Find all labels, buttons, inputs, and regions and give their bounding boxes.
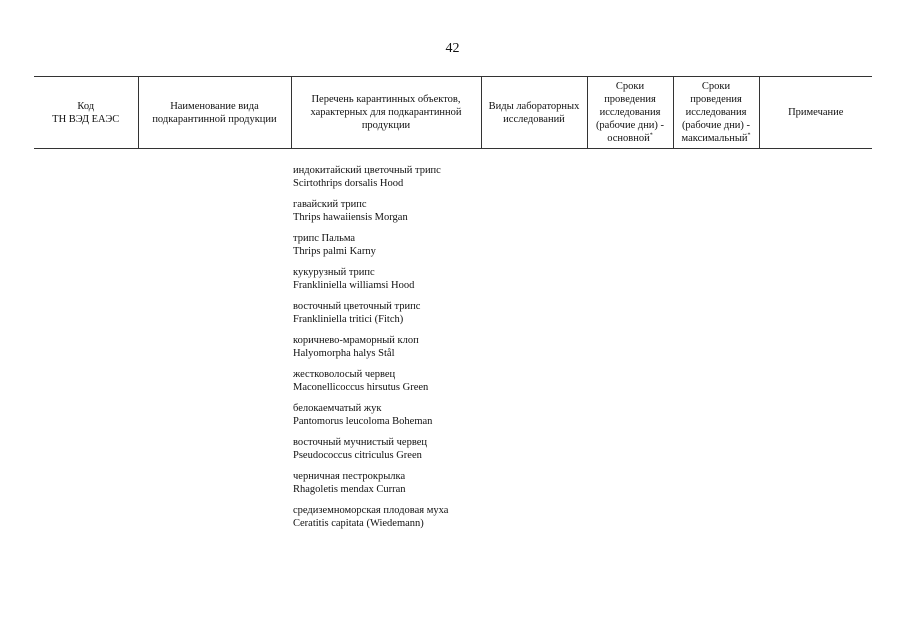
species-common-name: гавайский трипс — [293, 199, 367, 210]
column-header-product-name — [138, 77, 291, 149]
species-common-name: восточный мучнистый червец — [293, 437, 428, 448]
list-item — [293, 300, 593, 326]
column-header-term-max-label: Сроки проведения исследования (рабочие дни) - максимальный — [681, 81, 751, 144]
list-item — [293, 198, 593, 224]
column-header-term-basic — [587, 77, 673, 149]
species-common-name: кукурузный трипс — [293, 267, 375, 278]
list-item — [293, 470, 593, 496]
column-header-lab-research-label: Виды лабораторных исследований — [488, 100, 580, 125]
species-common-name: коричнево-мраморный клоп — [293, 335, 419, 346]
species-common-name: черничная пестрокрылка — [293, 471, 406, 482]
table-header — [34, 76, 872, 149]
species-latin-name: Ceratitis capitata (Wiedemann) — [293, 518, 424, 529]
column-header-code — [34, 77, 138, 149]
species-latin-name: Frankliniella tritici (Fitch) — [293, 314, 404, 325]
list-item — [293, 164, 593, 190]
column-header-product-name-line1: Наименование вида — [170, 100, 259, 112]
column-header-quarantine-objects-label: Перечень карантинных объектов, характерных для подкарантинной продукции — [310, 94, 462, 131]
species-latin-name: Thrips hawaiiensis Morgan — [293, 212, 408, 223]
species-common-name: белокаемчатый жук — [293, 403, 382, 414]
footnote-mark: * — [649, 132, 653, 139]
footnote-mark: * — [747, 132, 751, 139]
species-latin-name: Halyomorpha halys Stål — [293, 348, 395, 359]
species-latin-name: Scirtothrips dorsalis Hood — [293, 178, 404, 189]
species-latin-name: Frankliniella williamsi Hood — [293, 280, 415, 291]
list-item — [293, 232, 593, 258]
column-header-code-line2: ТН ВЭД ЕАЭС — [52, 113, 120, 125]
species-latin-name: Rhagoletis mendax Curran — [293, 484, 406, 495]
species-common-name: трипс Пальма — [293, 233, 356, 244]
species-common-name: восточный цветочный трипс — [293, 301, 421, 312]
species-common-name: жестковолосый червец — [293, 369, 396, 380]
list-item — [293, 334, 593, 360]
page-number: 42 — [445, 41, 460, 56]
species-latin-name: Maconellicoccus hirsutus Green — [293, 382, 429, 393]
column-header-note — [759, 77, 872, 149]
column-header-code-line1: Код — [77, 100, 95, 112]
column-header-term-basic-label: Сроки проведения исследования (рабочие дни) - основной — [595, 81, 665, 144]
column-header-quarantine-objects — [291, 77, 481, 149]
column-header-product-name-line2: подкарантинной продукции — [152, 113, 277, 125]
species-latin-name: Pseudococcus citriculus Green — [293, 450, 422, 461]
list-item — [293, 266, 593, 292]
column-header-lab-research — [481, 77, 587, 149]
list-item — [293, 504, 593, 530]
species-common-name: индокитайский цветочный трипс — [293, 165, 441, 176]
list-item — [293, 436, 593, 462]
species-latin-name: Pantomorus leucoloma Boheman — [293, 416, 433, 427]
quarantine-objects-list — [293, 164, 593, 538]
list-item — [293, 402, 593, 428]
column-header-note-label: Примечание — [788, 107, 844, 118]
column-header-term-max — [673, 77, 759, 149]
list-item — [293, 368, 593, 394]
species-latin-name: Thrips palmi Karny — [293, 246, 376, 257]
species-common-name: средиземноморская плодовая муха — [293, 505, 449, 516]
